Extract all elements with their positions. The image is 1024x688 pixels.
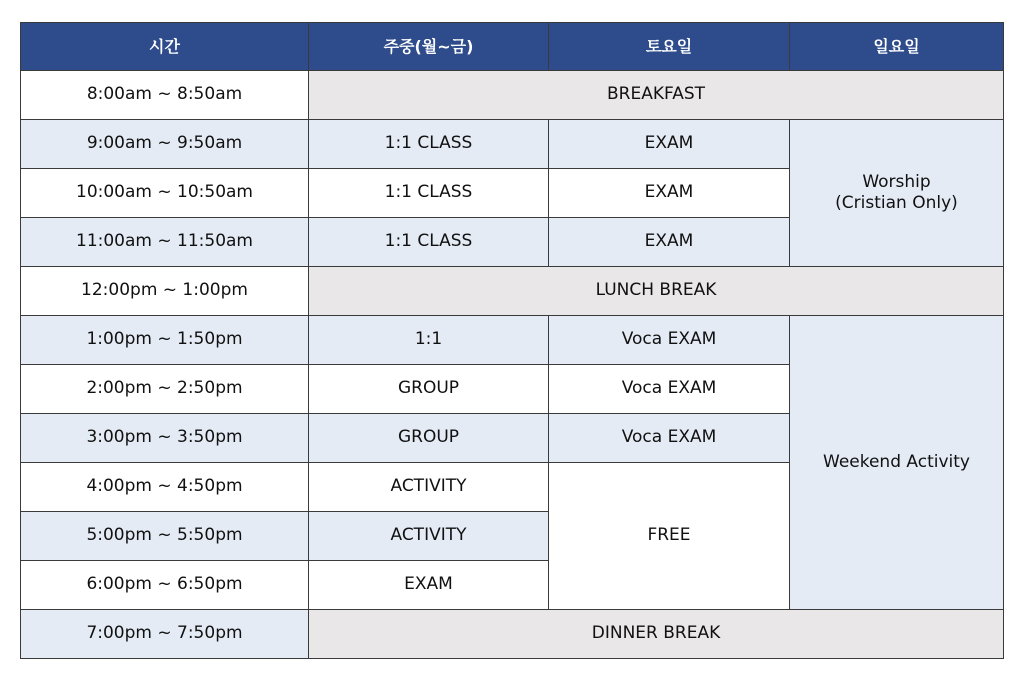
weekday-cell: 1:1 CLASS <box>309 169 549 218</box>
weekday-cell: GROUP <box>309 414 549 463</box>
header-row <box>21 23 1004 71</box>
saturday-free-cell: FREE <box>549 463 790 610</box>
weekday-cell: GROUP <box>309 365 549 414</box>
time-cell: 1:00pm ~ 1:50pm <box>21 316 309 365</box>
time-cell: 7:00pm ~ 7:50pm <box>21 610 309 659</box>
table-row <box>21 120 1004 169</box>
saturday-cell: Voca EXAM <box>549 365 790 414</box>
schedule-container <box>20 22 1004 659</box>
weekday-cell: 1:1 CLASS <box>309 218 549 267</box>
table-row <box>21 316 1004 365</box>
weekly-schedule-table <box>20 22 1004 659</box>
weekday-cell: ACTIVITY <box>309 512 549 561</box>
time-cell: 12:00pm ~ 1:00pm <box>21 267 309 316</box>
time-cell: 4:00pm ~ 4:50pm <box>21 463 309 512</box>
sunday-worship-cell: Worship (Cristian Only) <box>790 120 1004 267</box>
weekday-cell: 1:1 <box>309 316 549 365</box>
saturday-cell: Voca EXAM <box>549 414 790 463</box>
weekday-cell: 1:1 CLASS <box>309 120 549 169</box>
header-saturday: 토요일 <box>549 23 790 71</box>
table-row <box>21 267 1004 316</box>
time-cell: 6:00pm ~ 6:50pm <box>21 561 309 610</box>
header-time: 시간 <box>21 23 309 71</box>
time-cell: 11:00am ~ 11:50am <box>21 218 309 267</box>
time-cell: 10:00am ~ 10:50am <box>21 169 309 218</box>
time-cell: 9:00am ~ 9:50am <box>21 120 309 169</box>
dinner-break-cell: DINNER BREAK <box>309 610 1004 659</box>
breakfast-cell: BREAKFAST <box>309 71 1004 120</box>
saturday-cell: Voca EXAM <box>549 316 790 365</box>
table-row <box>21 71 1004 120</box>
table-row <box>21 610 1004 659</box>
header-weekday: 주중(월~금) <box>309 23 549 71</box>
sunday-weekend-activity-cell: Weekend Activity <box>790 316 1004 610</box>
lunch-break-cell: LUNCH BREAK <box>309 267 1004 316</box>
saturday-cell: EXAM <box>549 169 790 218</box>
saturday-cell: EXAM <box>549 120 790 169</box>
saturday-cell: EXAM <box>549 218 790 267</box>
weekday-cell: ACTIVITY <box>309 463 549 512</box>
time-cell: 8:00am ~ 8:50am <box>21 71 309 120</box>
weekday-cell: EXAM <box>309 561 549 610</box>
header-sunday: 일요일 <box>790 23 1004 71</box>
time-cell: 5:00pm ~ 5:50pm <box>21 512 309 561</box>
time-cell: 3:00pm ~ 3:50pm <box>21 414 309 463</box>
time-cell: 2:00pm ~ 2:50pm <box>21 365 309 414</box>
